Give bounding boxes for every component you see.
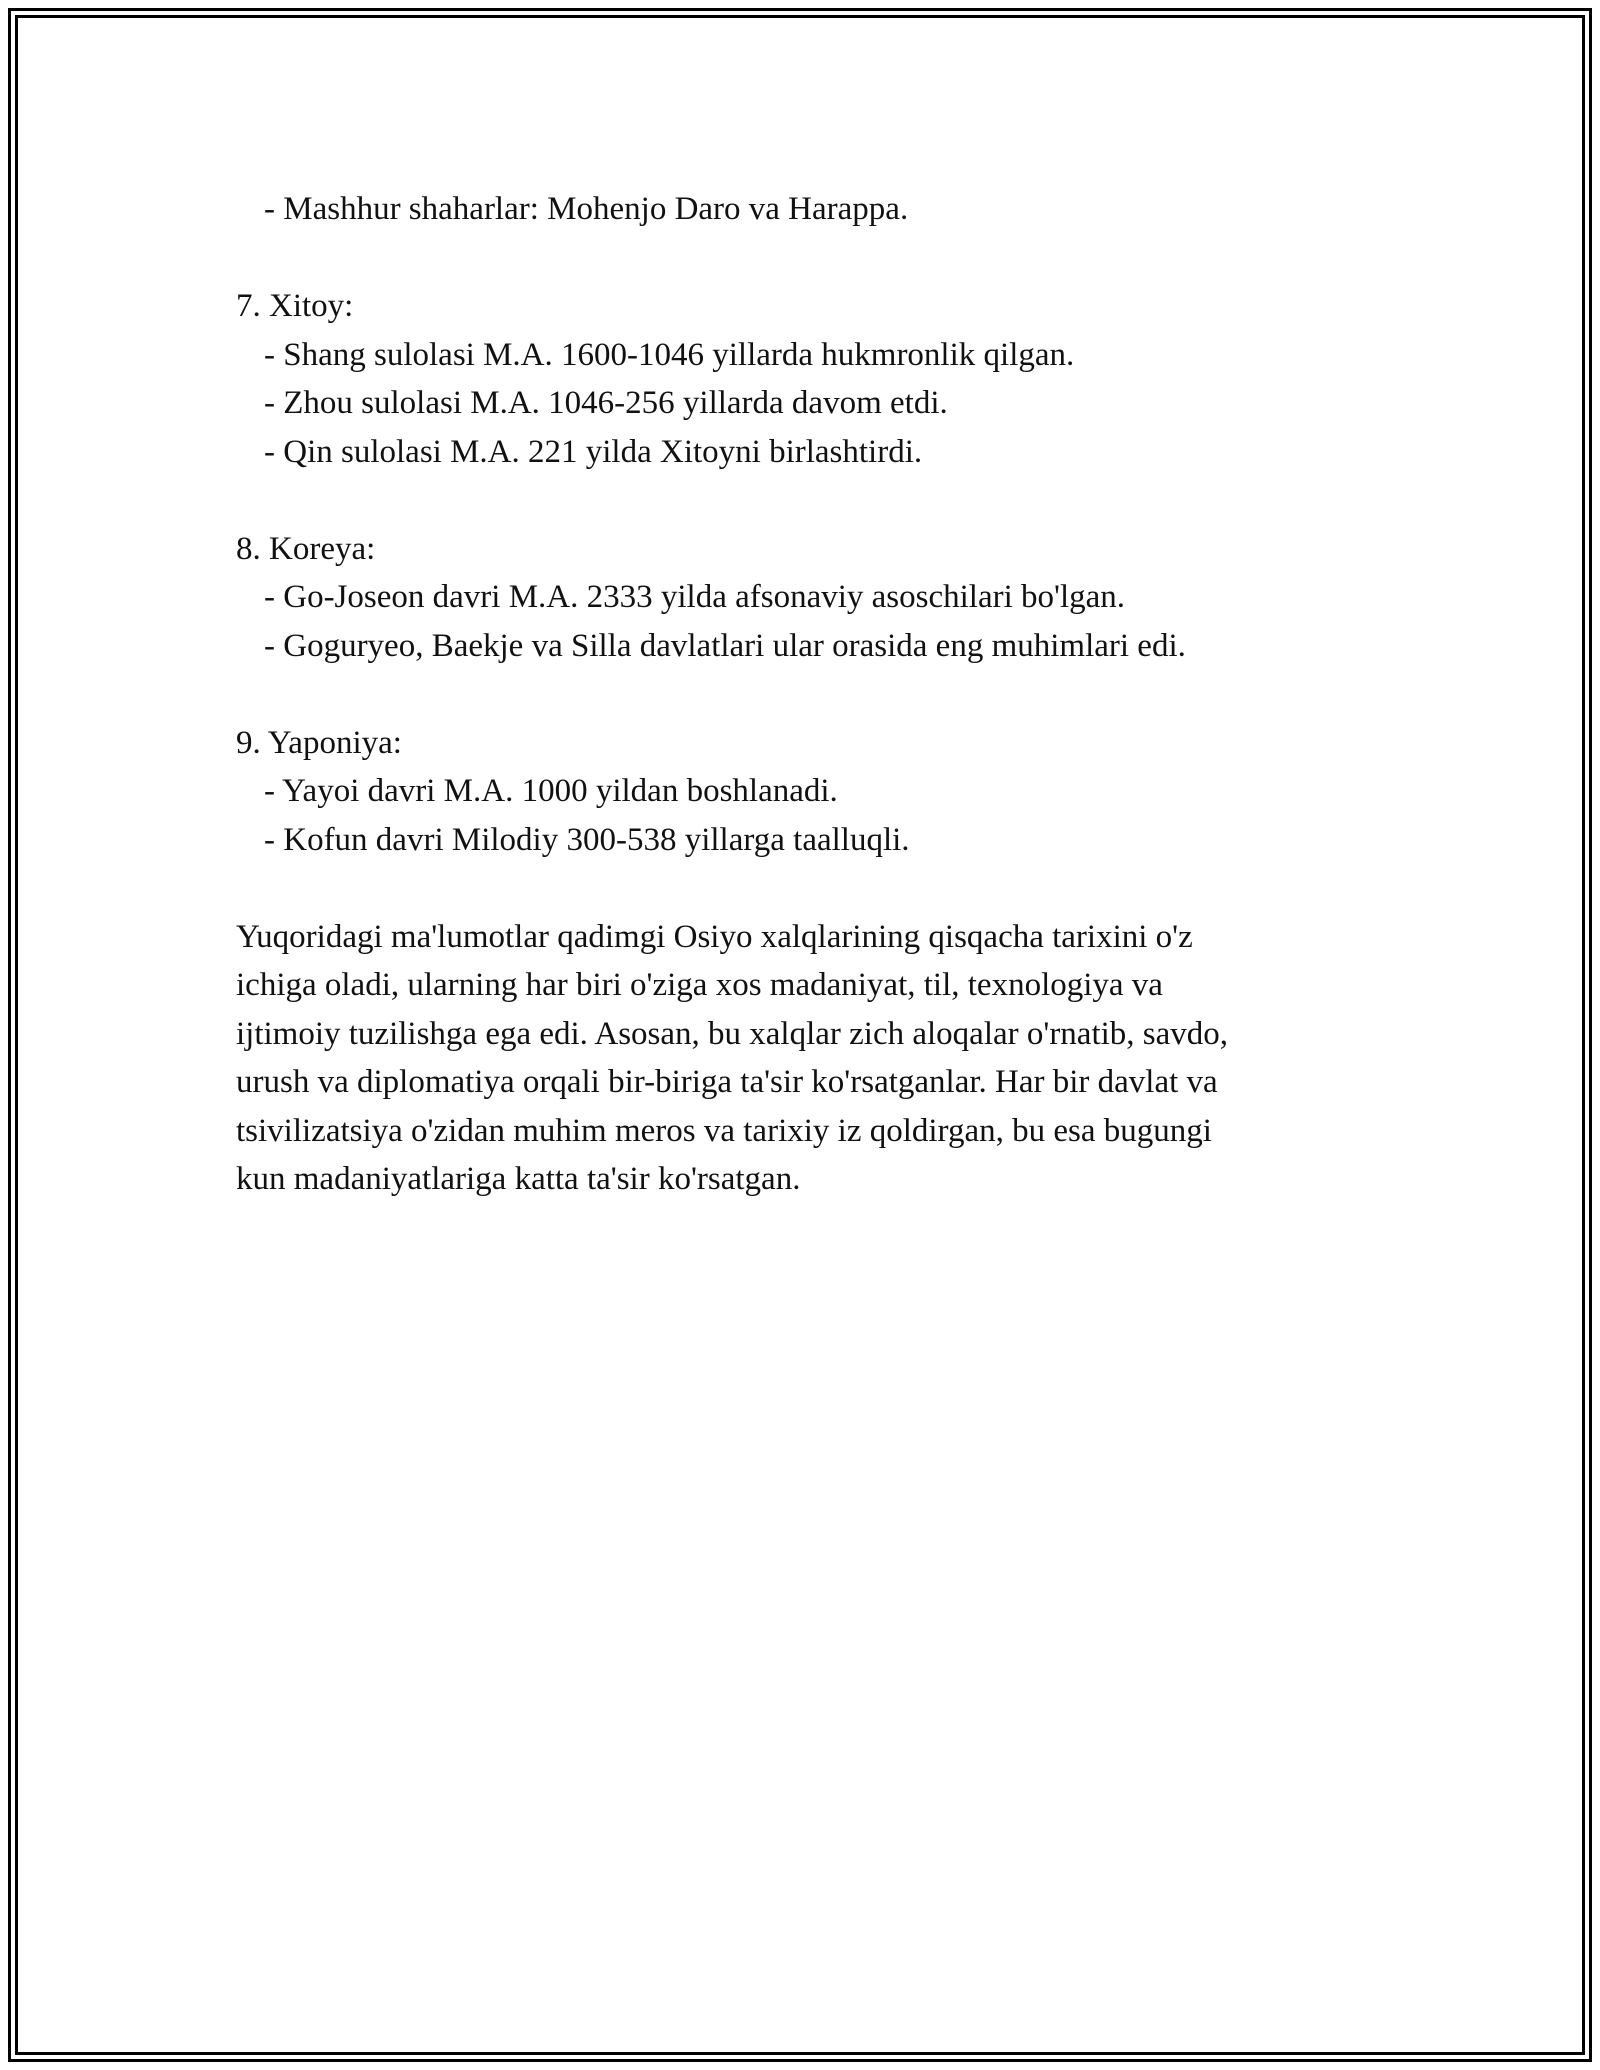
list-item: - Goguryeo, Baekje va Silla davlatlari ular orasida eng muhimlari edi. bbox=[264, 627, 1186, 664]
paragraph-line: ijtimoiy tuzilishga ega edi. Asosan, bu xalqlar zich aloqalar o'rnatib, savdo, bbox=[236, 1015, 1229, 1052]
paragraph-line: ichiga oladi, ularning har biri o'ziga xos madaniyat, til, texnologiya va bbox=[236, 967, 1163, 1003]
paragraph-line: Yuqoridagi ma'lumotlar qadimgi Osiyo xalqlarining qisqacha tarixini o'z bbox=[236, 918, 1193, 955]
section-heading-xitoy: 7. Xitoy: bbox=[236, 288, 354, 324]
section-heading-koreya: 8. Koreya: bbox=[236, 530, 376, 567]
spacer bbox=[236, 476, 1366, 525]
conclusion-paragraph bbox=[236, 913, 1366, 1204]
document-body bbox=[236, 185, 1366, 1204]
section-heading-yaponiya: 9. Yaponiya: bbox=[236, 724, 402, 761]
list-item: - Shang sulolasi M.A. 1600-1046 yillarda hukmronlik qilgan. bbox=[264, 336, 1075, 373]
list-item: - Qin sulolasi M.A. 221 yilda Xitoyni birlashtirdi. bbox=[264, 433, 923, 470]
list-item: - Zhou sulolasi M.A. 1046-256 yillarda davom etdi. bbox=[264, 385, 948, 421]
spacer bbox=[236, 670, 1366, 719]
list-item: - Go-Joseon davri M.A. 2333 yilda afsonaviy asoschilari bo'lgan. bbox=[264, 579, 1126, 615]
list-item: - Kofun davri Milodiy 300-538 yillarga taalluqli. bbox=[264, 821, 910, 858]
paragraph-line: kun madaniyatlariga katta ta'sir ko'rsatgan. bbox=[236, 1161, 801, 1197]
intro-bullet: - Mashhur shaharlar: Mohenjo Daro va Harappa. bbox=[264, 191, 909, 227]
spacer bbox=[236, 234, 1366, 283]
paragraph-line: urush va diplomatiya orqali bir-biriga ta'sir ko'rsatganlar. Har bir davlat va bbox=[236, 1064, 1218, 1100]
list-item: - Yayoi davri M.A. 1000 yildan boshlanadi. bbox=[264, 773, 838, 809]
spacer bbox=[236, 864, 1366, 913]
paragraph-line: tsivilizatsiya o'zidan muhim meros va tarixiy iz qoldirgan, bu esa bugungi bbox=[236, 1112, 1212, 1149]
